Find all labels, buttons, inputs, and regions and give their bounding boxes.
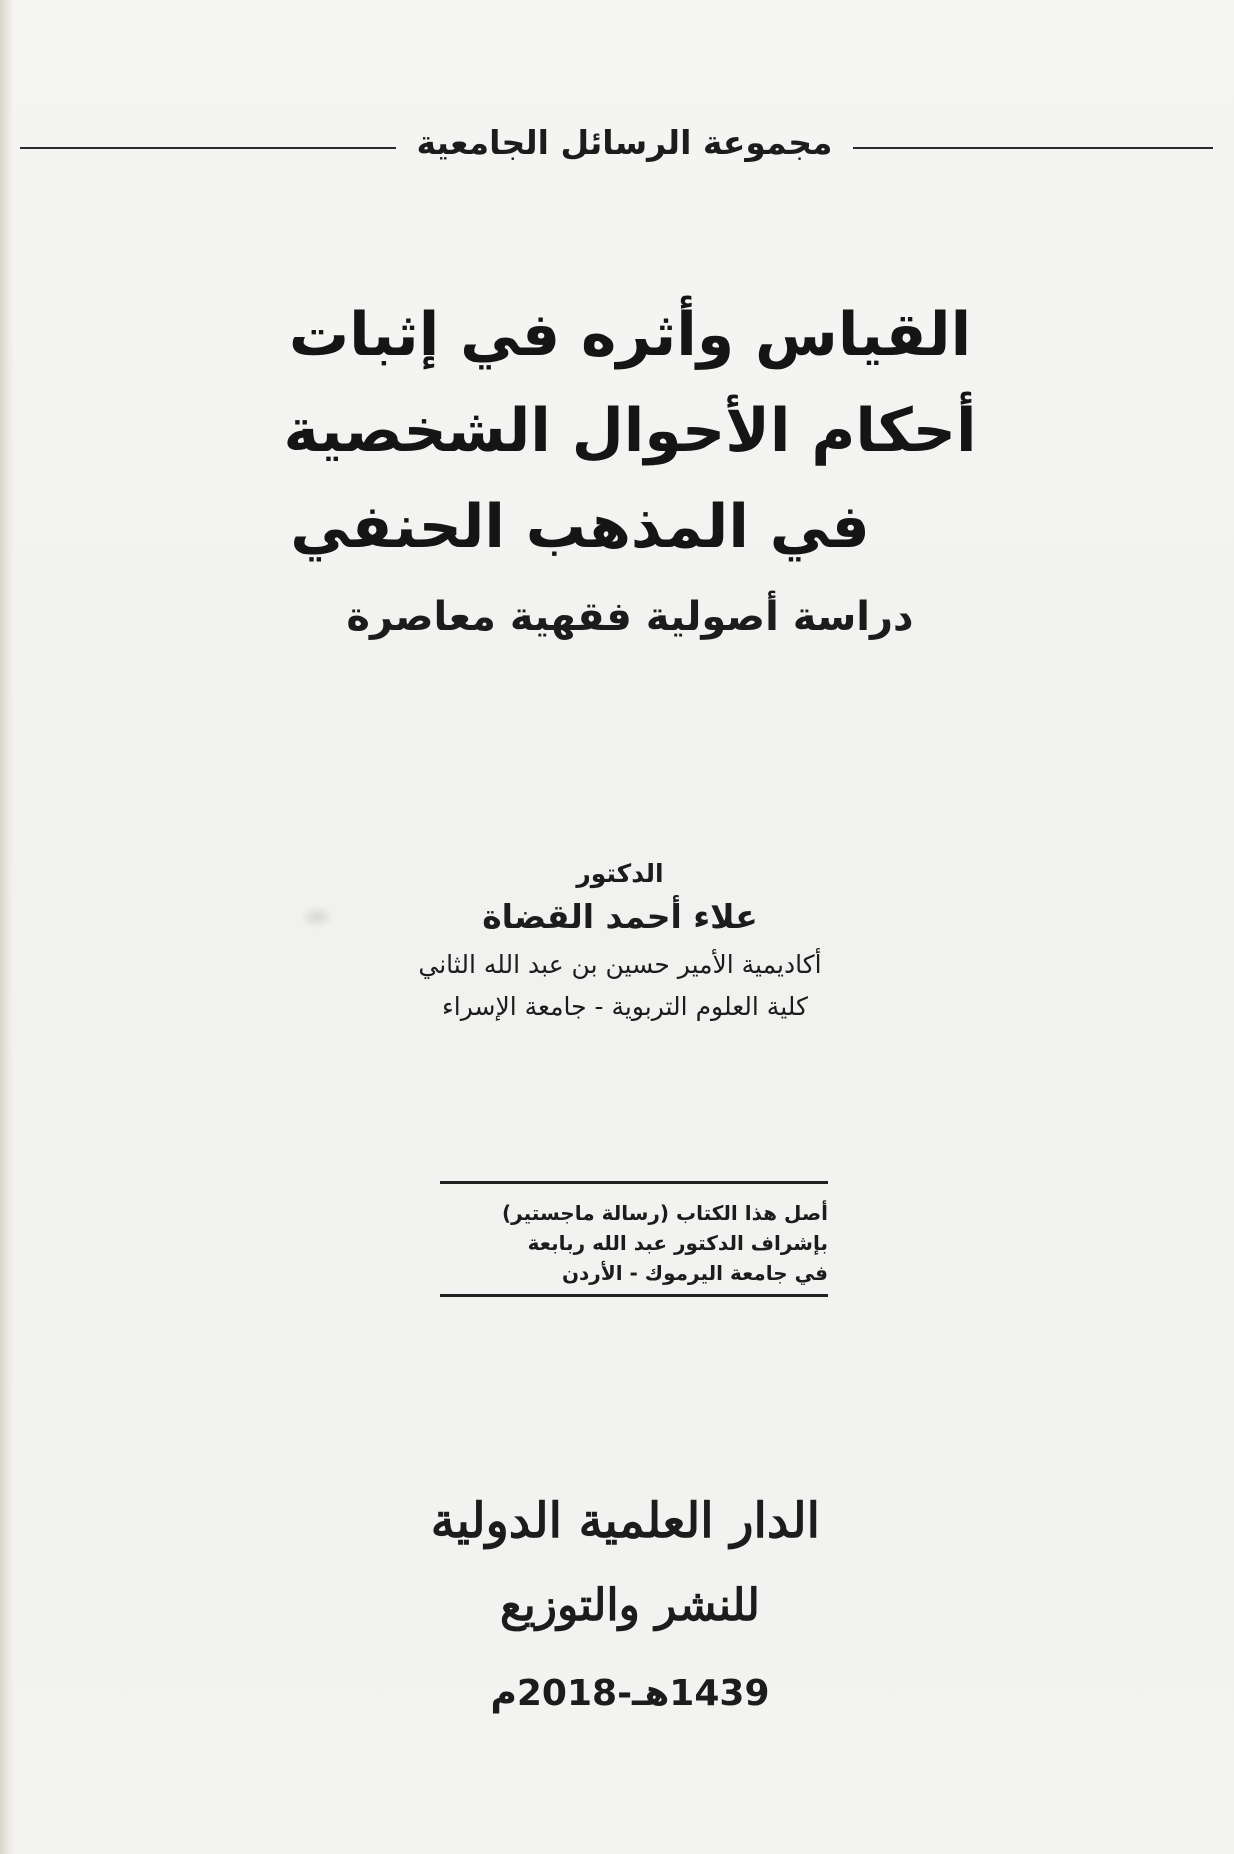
book-title-line-3: في المذهب الحنفي bbox=[290, 492, 870, 562]
author-title: الدكتور bbox=[576, 859, 664, 888]
series-rule-right bbox=[853, 147, 1213, 149]
publisher-name: الدار العلمية الدولية bbox=[430, 1493, 820, 1549]
author-name: علاء أحمد القضاة bbox=[482, 897, 758, 936]
paper-stain bbox=[300, 905, 334, 929]
author-affiliation-2: كلية العلوم التربوية - جامعة الإسراء bbox=[442, 992, 808, 1021]
thesis-note-line-3: في جامعة اليرموك - الأردن bbox=[561, 1261, 828, 1285]
thesis-note-line-2: بإشراف الدكتور عبد الله ربابعة bbox=[527, 1231, 828, 1255]
series-rule-left bbox=[20, 147, 396, 149]
thesis-note-line-1: أصل هذا الكتاب (رسالة ماجستير) bbox=[502, 1201, 828, 1225]
series-label: مجموعة الرسائل الجامعية bbox=[416, 123, 833, 162]
binding-edge bbox=[0, 0, 14, 1854]
thesis-note-box bbox=[440, 1181, 828, 1297]
book-title-line-2: أحكام الأحوال الشخصية bbox=[283, 396, 977, 466]
book-subtitle: دراسة أصولية فقهية معاصرة bbox=[346, 594, 914, 640]
book-title-line-1: القياس وأثره في إثبات bbox=[288, 300, 972, 370]
author-affiliation-1: أكاديمية الأمير حسين بن عبد الله الثاني bbox=[418, 950, 822, 979]
series-header bbox=[0, 118, 1234, 168]
publication-year: 1439هـ-2018م bbox=[490, 1673, 770, 1714]
publisher-subtitle: للنشر والتوزيع bbox=[500, 1580, 760, 1631]
